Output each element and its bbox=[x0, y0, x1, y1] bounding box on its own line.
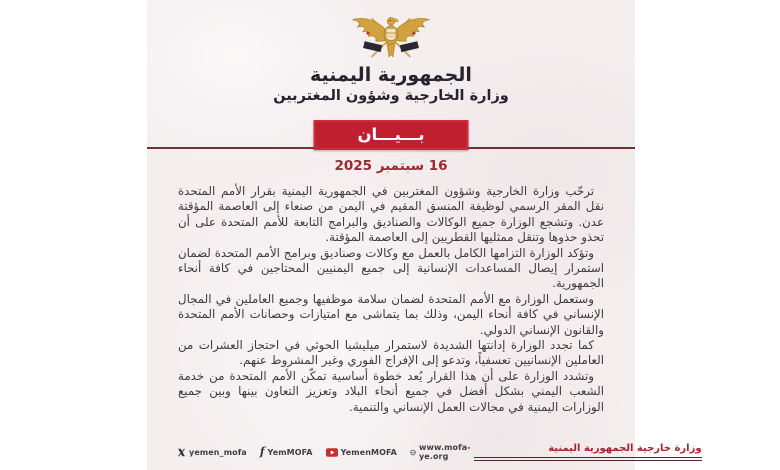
facebook-icon: f bbox=[259, 445, 265, 458]
facebook-handle: YemMOFA bbox=[267, 447, 313, 457]
ministry-title: وزارة الخارجية وشؤون المغتربين bbox=[273, 88, 509, 104]
statement-paragraph: وستعمل الوزارة مع الأمم المتحدة لضمان سلامة موظفيها وجميع العاملين في المجال الإنساني في كافة أنحاء اليمن، وذلك بما يتماشى مع امتيازات وحصانات الأمم المتحدة والقانون الإنساني الدولي. bbox=[178, 291, 604, 337]
footer-ministry-block bbox=[474, 443, 728, 461]
statement-body bbox=[178, 184, 604, 415]
statement-banner: بـــيـــان bbox=[314, 120, 469, 150]
footer-ministry-label: وزارة خارجية الجمهورية اليمنية bbox=[548, 443, 702, 454]
statement-paragraph: كما تجدد الوزارة إدانتها الشديدة لاستمرار ميليشيا الحوثي في احتجاز العشرات من العاملين الإنسانيين تعسفياً، وتدعو إلى الإفراج الفوري وغير المشروط عنهم. bbox=[178, 338, 604, 368]
social-link-facebook[interactable] bbox=[260, 447, 313, 457]
statement-paragraph: وتؤكد الوزارة التزامها الكامل بالعمل مع وكالات وصناديق وبرامج الأمم المتحدة لضمان استمرار إيصال المساعدات الإنسانية إلى جميع اليمنيين المحتاجين في كافة أنحاء الجمهورية. bbox=[178, 245, 604, 291]
statement-paragraph: ترحّب وزارة الخارجية وشؤون المغتربين في الجمهورية اليمنية بقرار الأمم المتحدة نقل المقر الرسمي لوظيفة المنسق المقيم في اليمن من صنعاء إلى العاصمة المؤقتة عدن. وتشجع الوزارة جميع الوكالات والصناديق والبرامج التابعة للأمم المتحدة على أن تحذو حذوها وتنقل ممثليها القطريين إلى العاصمة المؤقتة. bbox=[178, 184, 604, 245]
social-link-x[interactable] bbox=[177, 448, 247, 457]
footer-double-line bbox=[474, 457, 702, 461]
country-title: الجمهورية اليمنية bbox=[310, 64, 472, 86]
statement-date: 16 سبتمبر 2025 bbox=[334, 158, 448, 174]
social-link-website[interactable] bbox=[410, 443, 474, 461]
youtube-icon bbox=[326, 448, 338, 457]
social-link-youtube[interactable] bbox=[326, 448, 397, 457]
emblem-container bbox=[147, 13, 635, 61]
x-handle: yemen_mofa bbox=[189, 447, 247, 457]
globe-icon bbox=[410, 448, 416, 457]
x-icon bbox=[177, 448, 186, 457]
youtube-handle: YemenMOFA bbox=[340, 447, 397, 457]
banner-row bbox=[147, 120, 635, 150]
footer bbox=[147, 441, 702, 463]
social-links-row bbox=[177, 443, 474, 461]
website-url: www.mofa-ye.org bbox=[418, 443, 471, 461]
statement-paper bbox=[147, 0, 702, 470]
yemen-national-emblem-icon bbox=[341, 13, 441, 61]
statement-paragraph: وتشدد الوزارة على أن هذا القرار يُعد خطوة أساسية تمكّن الأمم المتحدة من خدمة الشعب اليمني بشكل أفضل في جميع أنحاء البلاد وتعزيز التعاون بينها وبين جميع الوزارات اليمنية في مجالات العمل الإنساني والتنمية. bbox=[178, 368, 604, 414]
